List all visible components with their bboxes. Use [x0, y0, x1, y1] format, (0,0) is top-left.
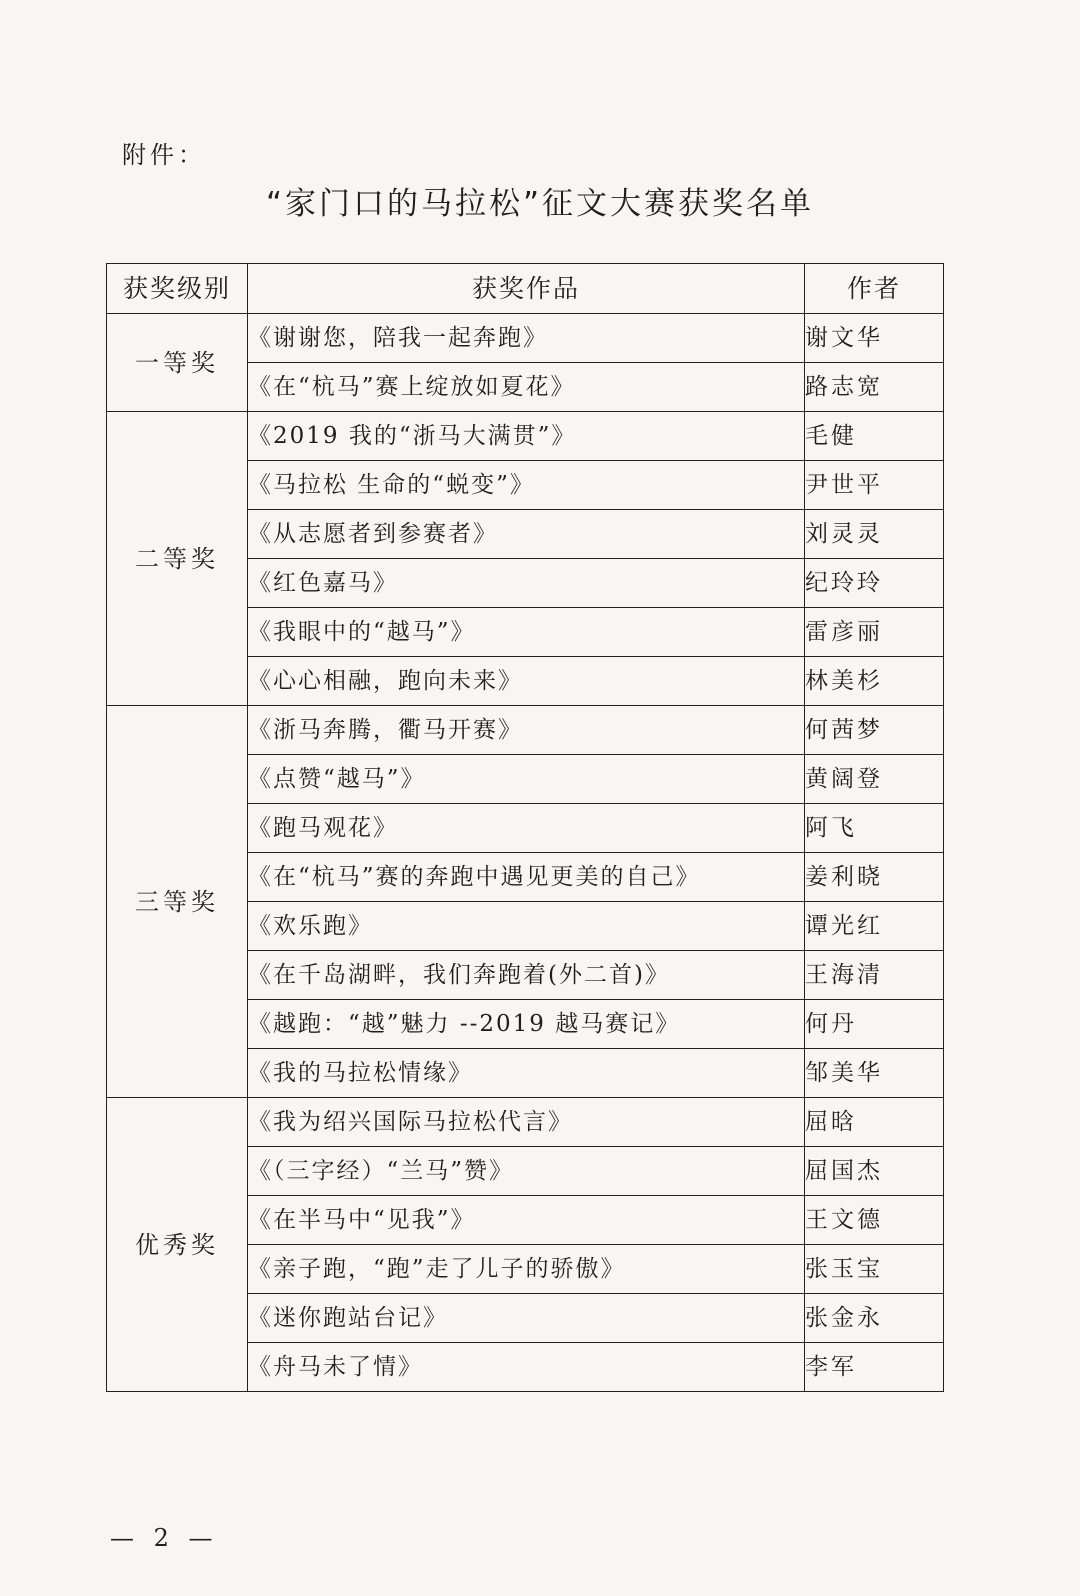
author-name: 路志宽: [805, 363, 944, 412]
work-title: 《红色嘉马》: [248, 559, 805, 608]
author-name: 王文德: [805, 1196, 944, 1245]
award-level-excellence: 优秀奖: [107, 1098, 248, 1392]
work-title: 《心心相融，跑向未来》: [248, 657, 805, 706]
author-name: 谢文华: [805, 314, 944, 363]
work-title: 《在千岛湖畔，我们奔跑着(外二首)》: [248, 951, 805, 1000]
work-title: 《在半马中“见我”》: [248, 1196, 805, 1245]
work-title: 《越跑：“越”魅力 --2019 越马赛记》: [248, 1000, 805, 1049]
author-name: 李军: [805, 1343, 944, 1392]
work-title: 《在“杭马”赛的奔跑中遇见更美的自己》: [248, 853, 805, 902]
award-level-first: 一等奖: [107, 314, 248, 412]
work-title: 《2019 我的“浙马大满贯”》: [248, 412, 805, 461]
table-row: [107, 706, 944, 755]
author-name: 尹世平: [805, 461, 944, 510]
author-name: 屈晗: [805, 1098, 944, 1147]
work-title: 《我为绍兴国际马拉松代言》: [248, 1098, 805, 1147]
author-name: 邹美华: [805, 1049, 944, 1098]
work-title: 《我眼中的“越马”》: [248, 608, 805, 657]
author-name: 何茜梦: [805, 706, 944, 755]
work-title: 《浙马奔腾，衢马开赛》: [248, 706, 805, 755]
author-name: 纪玲玲: [805, 559, 944, 608]
awards-table: [106, 263, 944, 1392]
award-level-second: 二等奖: [107, 412, 248, 706]
author-name: 张玉宝: [805, 1245, 944, 1294]
table-row: [107, 314, 944, 363]
attachment-label: 附件：: [122, 141, 206, 169]
work-title: 《欢乐跑》: [248, 902, 805, 951]
work-title: 《点赞“越马”》: [248, 755, 805, 804]
work-title: 《谢谢您，陪我一起奔跑》: [248, 314, 805, 363]
work-title: 《（三字经）“兰马”赞》: [248, 1147, 805, 1196]
author-name: 何丹: [805, 1000, 944, 1049]
author-name: 屈国杰: [805, 1147, 944, 1196]
document-title: “家门口的马拉松”征文大赛获奖名单: [265, 186, 815, 222]
author-name: 林美杉: [805, 657, 944, 706]
author-name: 刘灵灵: [805, 510, 944, 559]
award-level-third: 三等奖: [107, 706, 248, 1098]
table-row: [107, 1098, 944, 1147]
author-name: 王海清: [805, 951, 944, 1000]
author-name: 谭光红: [805, 902, 944, 951]
header-level: 获奖级别: [107, 264, 248, 314]
work-title: 《马拉松 生命的“蜕变”》: [248, 461, 805, 510]
page-number: — 2 —: [110, 1524, 219, 1552]
header-work: 获奖作品: [248, 264, 805, 314]
table-header-row: [107, 264, 944, 314]
author-name: 张金永: [805, 1294, 944, 1343]
work-title: 《我的马拉松情缘》: [248, 1049, 805, 1098]
author-name: 姜利晓: [805, 853, 944, 902]
work-title: 《舟马未了情》: [248, 1343, 805, 1392]
author-name: 黄阔登: [805, 755, 944, 804]
author-name: 阿飞: [805, 804, 944, 853]
work-title: 《跑马观花》: [248, 804, 805, 853]
author-name: 雷彦丽: [805, 608, 944, 657]
work-title: 《迷你跑站台记》: [248, 1294, 805, 1343]
work-title: 《在“杭马”赛上绽放如夏花》: [248, 363, 805, 412]
table-row: [107, 412, 944, 461]
header-author: 作者: [805, 264, 944, 314]
work-title: 《从志愿者到参赛者》: [248, 510, 805, 559]
author-name: 毛健: [805, 412, 944, 461]
work-title: 《亲子跑，“跑”走了儿子的骄傲》: [248, 1245, 805, 1294]
